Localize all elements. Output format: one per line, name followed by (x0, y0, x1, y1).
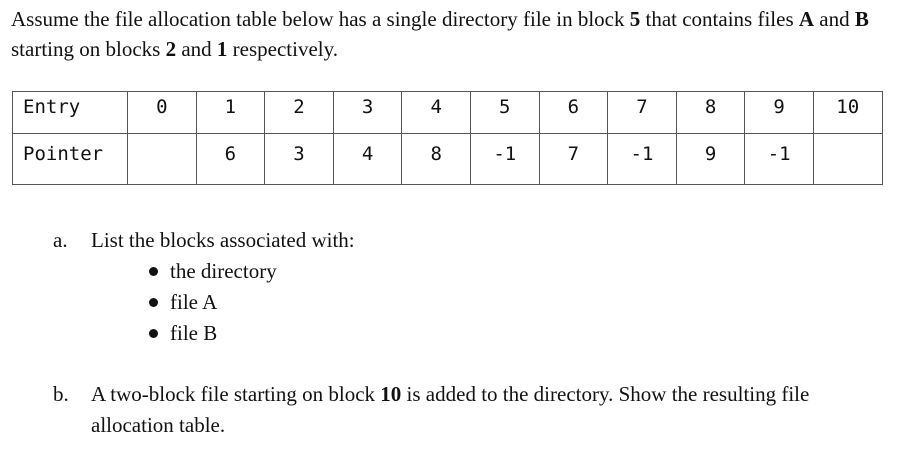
intro-text-3: and (814, 7, 855, 31)
question-b-text-1: A two-block file starting on block (91, 382, 381, 406)
entry-cell: 8 (676, 92, 745, 134)
pointer-cell (813, 134, 882, 185)
list-item: the directory (148, 256, 277, 287)
file-a-start-block: 2 (165, 37, 177, 61)
list-item: file B (148, 318, 277, 349)
pointer-cell: 4 (333, 134, 402, 185)
entry-cell: 6 (539, 92, 608, 134)
pointer-cell: -1 (745, 134, 814, 185)
pointer-cell: 6 (196, 134, 265, 185)
entry-cell: 3 (333, 92, 402, 134)
problem-statement (11, 4, 891, 64)
entry-cell: 9 (745, 92, 814, 134)
file-allocation-table (12, 91, 883, 185)
pointer-cell: 9 (676, 134, 745, 185)
question-b-text (91, 379, 851, 441)
list-item: file A (148, 287, 277, 318)
entry-cell: 7 (608, 92, 677, 134)
intro-text-4: starting on blocks (11, 37, 166, 61)
pointer-cell: -1 (608, 134, 677, 185)
question-a-list (148, 256, 277, 349)
pointer-cell: 8 (402, 134, 471, 185)
pointer-cell: 3 (265, 134, 334, 185)
entry-cell: 5 (470, 92, 539, 134)
question-b-marker: b. (53, 382, 69, 406)
new-file-start-block: 10 (380, 382, 402, 406)
question-a-text: List the blocks associated with: (91, 228, 355, 252)
pointer-row-header: Pointer (13, 134, 128, 185)
question-a-marker: a. (53, 228, 68, 252)
entry-cell: 10 (813, 92, 882, 134)
intro-text-1: Assume the file allocation table below has a single directory file in block (11, 7, 630, 31)
intro-text-2: that contains files (640, 7, 799, 31)
pointer-cell: -1 (470, 134, 539, 185)
intro-text-5: and (176, 37, 217, 61)
file-b-start-block: 1 (216, 37, 228, 61)
file-b-name: B (854, 7, 869, 31)
intro-text-6: respectively. (227, 37, 338, 61)
entry-row-header: Entry (13, 92, 128, 134)
entry-cell: 0 (128, 92, 197, 134)
entry-cell: 2 (265, 92, 334, 134)
entry-row (13, 92, 883, 134)
entry-cell: 1 (196, 92, 265, 134)
file-a-name: A (798, 7, 815, 31)
pointer-cell (128, 134, 197, 185)
pointer-row (13, 134, 883, 185)
directory-block-number: 5 (629, 7, 641, 31)
question-b-text-2: is added to the directory. Show the resulting file allocation table. (91, 382, 810, 437)
entry-cell: 4 (402, 92, 471, 134)
pointer-cell: 7 (539, 134, 608, 185)
